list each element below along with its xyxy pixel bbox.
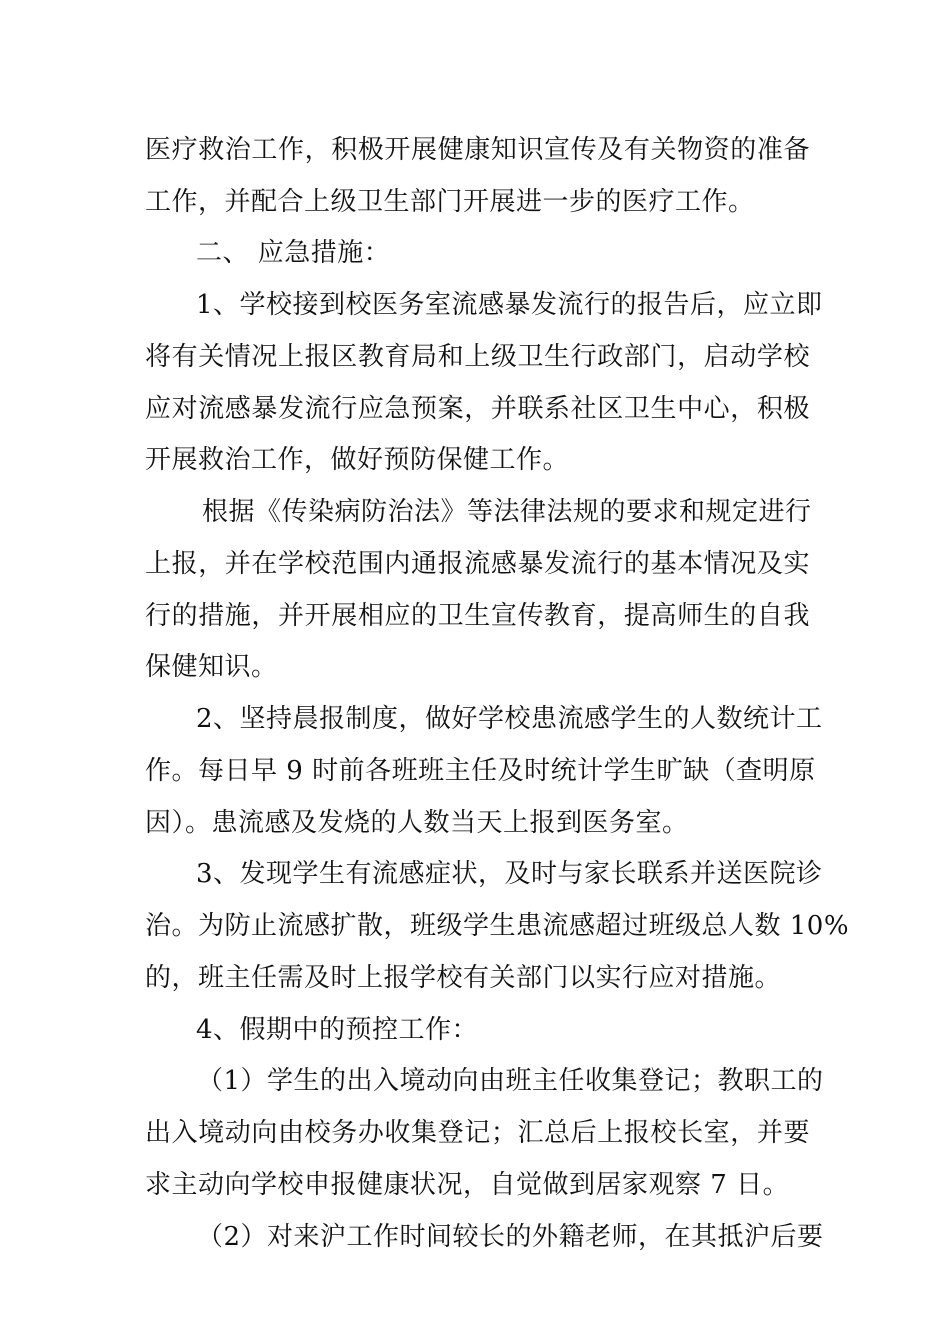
- text-line-20: 出入境动向由校务办收集登记；汇总后上报校长室，并要: [145, 1118, 810, 1148]
- text-line-8: 根据《传染病防治法》等法律法规的要求和规定进行: [202, 497, 812, 527]
- text-line-13: 作。每日早 9 时前各班班主任及时统计学生旷缺（查明原: [145, 756, 816, 786]
- text-line-2: 工作，并配合上级卫生部门开展进一步的医疗工作。: [145, 187, 755, 217]
- text-line-10: 行的措施，并开展相应的卫生宣传教育，提高师生的自我: [145, 601, 810, 631]
- text-line-4: 1、学校接到校医务室流感暴发流行的报告后，应立即: [196, 290, 823, 320]
- text-line-22: （2）对来沪工作时间较长的外籍老师，在其抵沪后要: [197, 1222, 824, 1252]
- text-line-19: （1）学生的出入境动向由班主任收集登记；教职工的: [197, 1066, 824, 1096]
- text-line-9: 上报，并在学校范围内通报流感暴发流行的基本情况及实: [145, 549, 810, 579]
- text-line-21: 求主动向学校申报健康状况，自觉做到居家观察 7 日。: [145, 1170, 790, 1200]
- text-line-1: 医疗救治工作，积极开展健康知识宣传及有关物资的准备: [145, 135, 810, 165]
- text-line-5: 将有关情况上报区教育局和上级卫生行政部门，启动学校: [145, 342, 810, 372]
- text-line-14: 因）。患流感及发烧的人数当天上报到医务室。: [145, 808, 689, 838]
- text-line-18: 4、假期中的预控工作：: [196, 1015, 479, 1045]
- text-line-11: 保健知识。: [145, 652, 278, 682]
- text-line-17: 的，班主任需及时上报学校有关部门以实行应对措施。: [145, 963, 782, 993]
- text-line-6: 应对流感暴发流行应急预案，并联系社区卫生中心，积极: [145, 394, 810, 424]
- text-line-12: 2、坚持晨报制度，做好学校患流感学生的人数统计工: [196, 704, 823, 734]
- text-line-16: 治。为防止流感扩散，班级学生患流感超过班级总人数 10%: [145, 911, 850, 941]
- text-line-7: 开展救治工作，做好预防保健工作。: [145, 445, 570, 475]
- section-heading-emergency-measures: 二、 应急措施：: [196, 238, 391, 268]
- text-line-15: 3、发现学生有流感症状，及时与家长联系并送医院诊: [196, 859, 823, 889]
